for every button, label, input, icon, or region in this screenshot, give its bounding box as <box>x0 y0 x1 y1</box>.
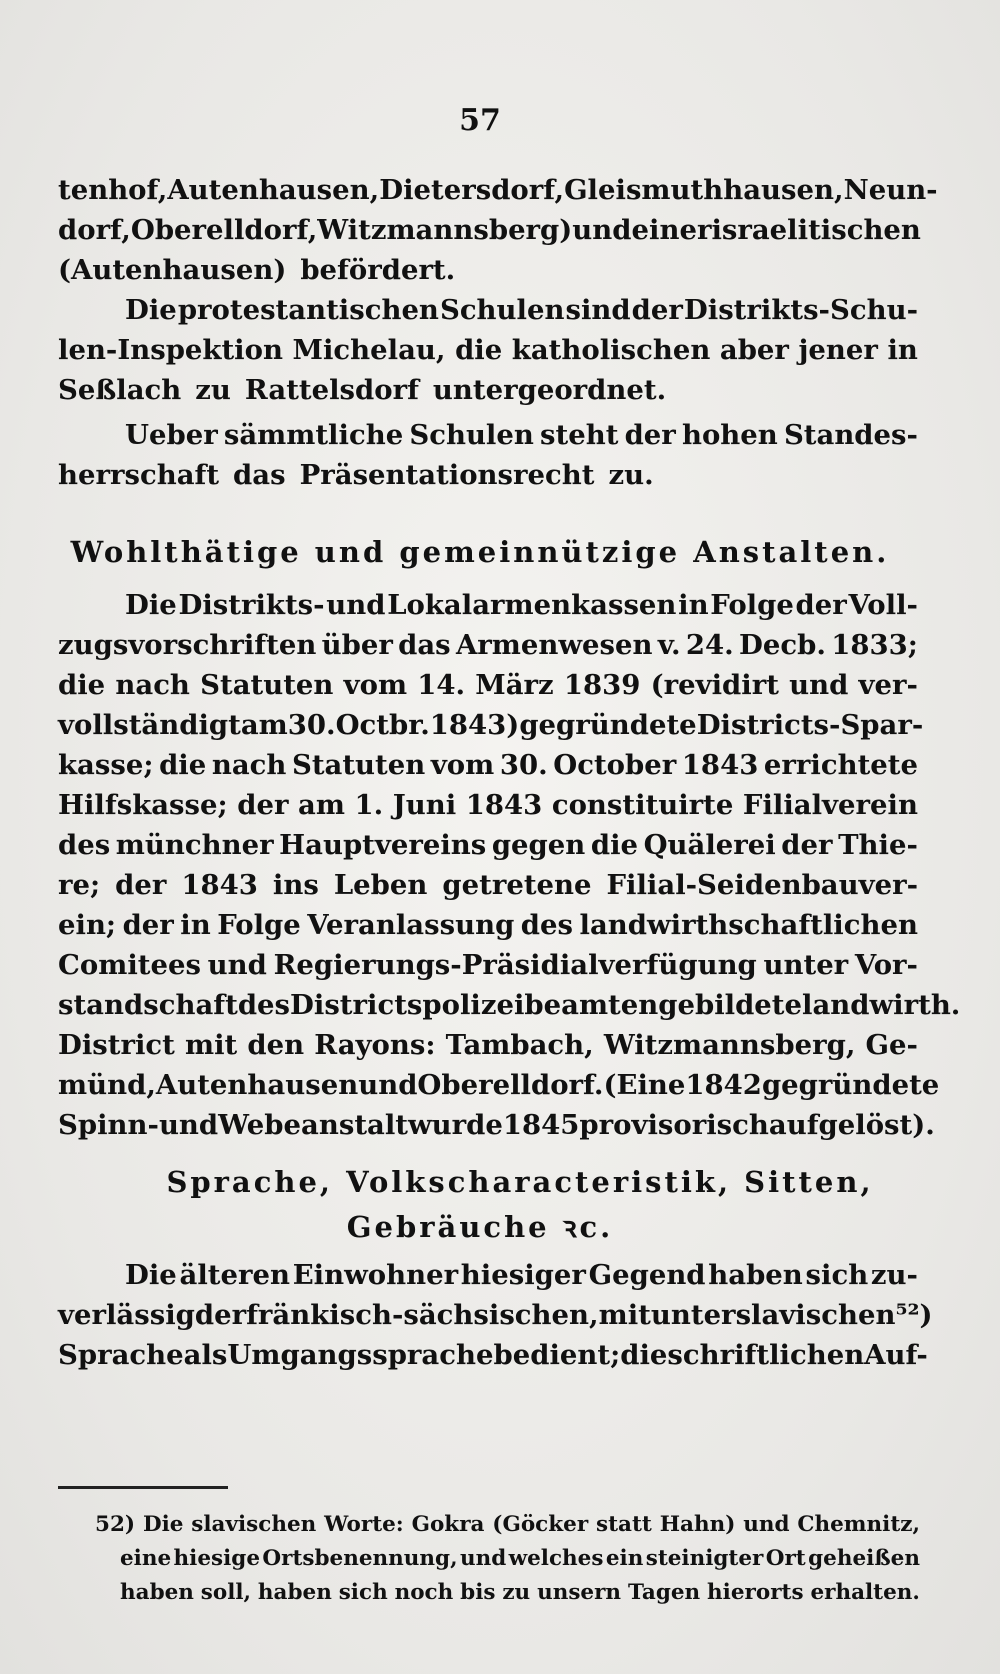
section-heading-charities: Wohlthätige und gemeinnützige Anstalten. <box>70 535 890 569</box>
text-line: ein; der in Folge Veranlassung des landwirthschaftlichen <box>58 909 918 941</box>
footnote-line: eine hiesige Ortsbenennung, und welches ein steinigter Ort geheißen <box>120 1546 920 1571</box>
section-heading-language-cont: Gebräuche ꝛc. <box>346 1210 614 1244</box>
text-line: (Autenhausen) befördert. <box>58 254 456 286</box>
text-line: vollständigt am 30. Octbr. 1843) gegründete Districts-Spar- <box>58 709 924 741</box>
text-line: Seßlach zu Rattelsdorf untergeordnet. <box>58 374 667 406</box>
footnote-line: haben soll, haben sich noch bis zu unsern Tagen hierorts erhalten. <box>120 1580 920 1605</box>
page-number: 57 <box>459 103 501 138</box>
text-line: Die protestantischen Schulen sind der Distrikts-Schu- <box>125 294 918 326</box>
text-line: zugsvorschriften über das Armenwesen v. 24. Decb. 1833; <box>58 629 918 661</box>
text-line: Sprache als Umgangssprache bedient; die schriftlichen Auf- <box>58 1339 928 1371</box>
text-line: Comitees und Regierungs-Präsidialverfügung unter Vor- <box>58 949 918 981</box>
text-line: Spinn- und Webeanstalt wurde 1845 provisorisch aufgelöst). <box>58 1109 935 1141</box>
text-line: Hilfskasse; der am 1. Juni 1843 constituirte Filialverein <box>58 789 918 821</box>
text-line: des münchner Hauptvereins gegen die Quälerei der Thie- <box>58 829 918 861</box>
text-line: re; der 1843 ins Leben getretene Filial-Seidenbauver- <box>58 869 918 901</box>
text-line: dorf, Oberelldorf, Witzmannsberg) und einer israelitischen <box>58 214 921 246</box>
text-line: münd, Autenhausen und Oberelldorf. (Eine 1842 gegründete <box>58 1069 940 1101</box>
footnote-divider <box>58 1486 228 1489</box>
text-line: Die älteren Einwohner hiesiger Gegend haben sich zu- <box>125 1259 918 1291</box>
text-line: Die Distrikts- und Lokalarmenkassen in Folge der Voll- <box>125 589 918 621</box>
text-line: standschaft des Districtspolizeibeamten gebildete landwirth. <box>58 989 961 1021</box>
text-line: kasse; die nach Statuten vom 30. October 1843 errichtete <box>58 749 918 781</box>
text-line: die nach Statuten vom 14. März 1839 (revidirt und ver- <box>58 669 918 701</box>
text-line: tenhof, Autenhausen, Dietersdorf, Gleismuthhausen, Neun- <box>58 174 938 206</box>
text-line: District mit den Rayons: Tambach, Witzmannsberg, Ge- <box>58 1029 918 1061</box>
text-line: verlässig der fränkisch-sächsischen, mitunter slavischen ⁵²) <box>58 1299 933 1331</box>
footnote-line: 52) Die slavischen Worte: Gokra (Göcker statt Hahn) und Chemnitz, <box>95 1512 920 1537</box>
text-line: herrschaft das Präsentationsrecht zu. <box>58 459 654 491</box>
section-heading-language: Sprache, Volkscharacteristik, Sitten, <box>166 1165 874 1199</box>
text-line: Ueber sämmtliche Schulen steht der hohen Standes- <box>125 419 918 451</box>
text-line: len-Inspektion Michelau, die katholischen aber jener in <box>58 334 918 366</box>
